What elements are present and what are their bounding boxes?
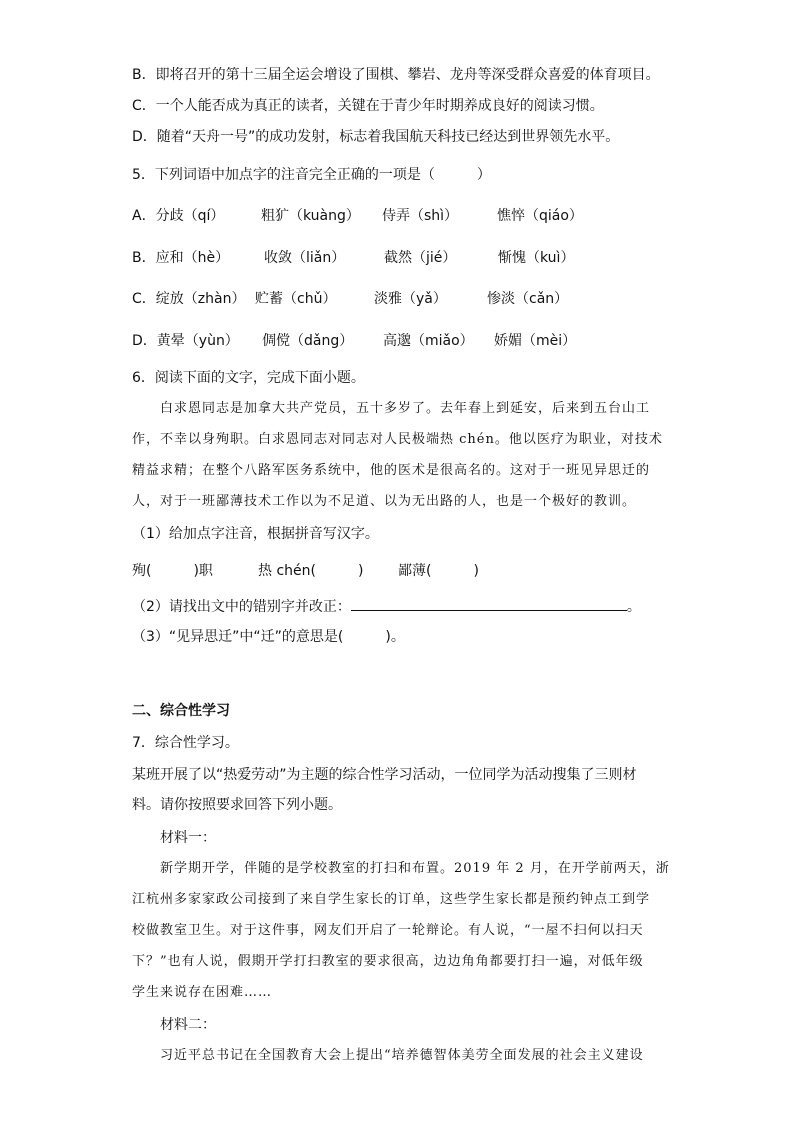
q5-a-4: 憔悴（qiáo） [497,208,583,224]
q5-b-3: 截然（jié） [384,250,457,266]
q6-sub2-end: 。 [626,599,641,615]
q6-passage-line: 精益求精；在整个八路军医务系统中，他的医术是很高名的。这对于一班见异思迁的 [132,463,651,478]
q5-d-3: 高邈（miǎo） [383,333,474,349]
q5-d-1: D．黄晕（yùn） [132,333,239,349]
q6-passage-line: 作，不幸以身殉职。白求恩同志对同志对人民极端热 chén。他以医疗为职业，对技术 [132,432,663,447]
q5-b-2: 收敛（liǎn） [264,250,346,266]
q5-d-4: 娇媚（mèi） [494,333,577,349]
q5-stem: 5．下列词语中加点字的注音完全正确的一项是（ ） [132,167,491,183]
q6-sub2-answer-blank[interactable] [351,596,627,611]
material-2-line: 习近平总书记在全国教育大会上提出“培养德智体美劳全面发展的社会主义建设 [160,1048,644,1063]
q6-sub3: （3）“见异思迁”中“迁”的意思是( )。 [132,629,405,645]
q5-b-4: 惭愧（kuì） [498,250,575,266]
q7-title: 7．综合性学习。 [132,735,239,751]
q7-intro-line: 某班开展了以“热爱劳动”为主题的综合性学习活动，一位同学为活动搜集了三则材 [132,767,637,783]
q5-a-1: A．分歧（qí） [132,208,225,224]
q5-c-4: 惨淡（cǎn） [487,291,569,307]
material-2-label: 材料二： [160,1017,216,1033]
material-1-label: 材料一： [160,830,216,846]
q5-c-3: 淡雅（yǎ） [374,291,447,307]
q6-sub1-item: 鄙薄( ) [398,563,479,579]
q5-a-2: 粗犷（kuàng） [261,208,360,224]
q6-sub1-item: 殉( )职 [132,563,213,579]
q6-sub1-item: 热 chén( ) [258,563,364,579]
q6-passage-line: 人，对于一班鄙薄技术工作以为不足道、以为无出路的人，也是一个极好的教训。 [132,494,637,509]
material-1-line: 下？”也有人说，假期开学打扫教室的要求很高，边边角角都要打扫一遍，对低年级 [132,954,644,969]
q5-b-1: B．应和（hè） [132,250,230,266]
q4-option-c: C．一个人能否成为真正的读者，关键在于青少年时期养成良好的阅读习惯。 [132,98,604,114]
material-1-line: 新学期开学，伴随的是学校教室的打扫和布置。2019 年 2 月，在开学前两天，浙 [160,861,670,876]
q5-d-2: 倜傥（dǎng） [262,333,354,349]
q5-c-2: 贮蓄（chǔ） [255,291,337,307]
section-heading: 二、综合性学习 [132,703,230,719]
q4-option-b: B．即将召开的第十三届全运会增设了围棋、攀岩、龙舟等深受群众喜爱的体育项目。 [132,67,660,83]
q6-sub2 [132,596,641,617]
material-1-line: 江杭州多家家政公司接到了来自学生家长的订单，这些学生家长都是预约钟点工到学 [132,892,651,907]
q6-sub2-prompt: （2）请找出文中的错别字并改正： [132,599,351,615]
q6-sub1: （1）给加点字注音，根据拼音写汉字。 [132,526,379,542]
q4-option-d: D．随着“天舟一号”的成功发射，标志着我国航天科技已经达到世界领先水平。 [132,129,620,145]
material-1-line: 校做教室卫生。对于这件事，网友们开启了一轮辩论。有人说，“一屋不扫何以扫天 [132,923,644,938]
q7-intro-line: 料。请你按照要求回答下列小题。 [132,797,342,813]
material-1-line: 学生来说存在困难…… [132,985,273,1000]
q6-passage-line: 白求恩同志是加拿大共产党员，五十多岁了。去年春上到延安，后来到五台山工 [160,401,651,416]
q6-stem: 6．阅读下面的文字，完成下面小题。 [132,370,365,386]
q5-c-1: C．绽放（zhàn） [132,291,246,307]
q5-a-3: 侍弄（shì） [382,208,459,224]
